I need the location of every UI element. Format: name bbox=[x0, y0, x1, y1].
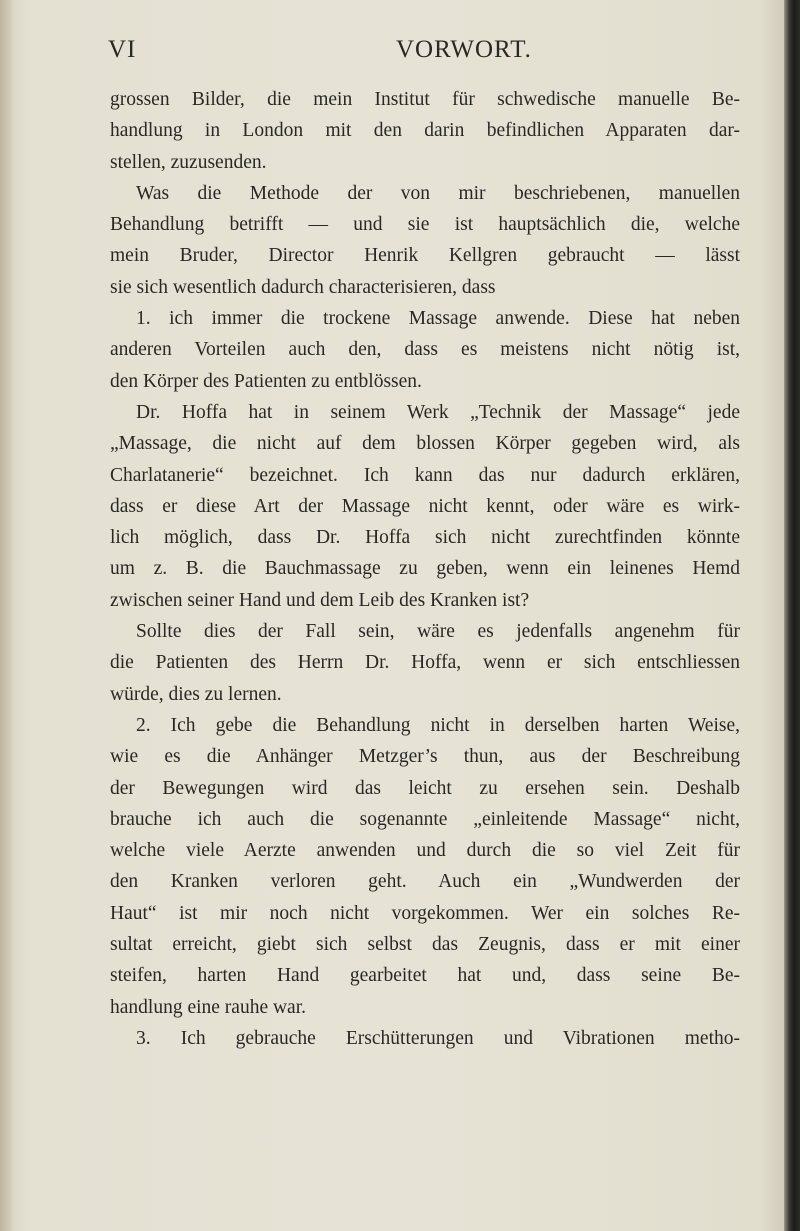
text-line: mein Bruder, Director Henrik Kellgren gebraucht — lässt bbox=[110, 245, 740, 267]
page-gutter-shadow bbox=[0, 0, 14, 1231]
text-line: zwischen seiner Hand und dem Leib des Kranken ist? bbox=[110, 589, 530, 611]
text-line: grossen Bilder, die mein Institut für schwedische manuelle Be- bbox=[110, 89, 740, 110]
text-line: „Massage, die nicht auf dem blossen Körper gegeben wird, als bbox=[110, 433, 740, 455]
text-line: stellen, zuzusenden. bbox=[110, 151, 267, 173]
text-line: Dr. Hoffa hat in seinem Werk „Technik der Massage“ jede bbox=[136, 401, 740, 423]
text-line: um z. B. die Bauchmassage zu geben, wenn ein leinenes Hemd bbox=[110, 558, 740, 580]
text-line: Charlatanerie“ bezeichnet. Ich kann das nur dadurch erklären, bbox=[110, 464, 740, 486]
text-line: lich möglich, dass Dr. Hoffa sich nicht zurechtfinden könnte bbox=[110, 527, 740, 549]
text-line: handlung eine rauhe war. bbox=[110, 996, 307, 1018]
text-line: dass er diese Art der Massage nicht kennt, oder wäre es wirk- bbox=[110, 495, 740, 517]
text-line: den Kranken verloren geht. Auch ein „Wundwerden der bbox=[110, 871, 740, 893]
text-line: Haut“ ist mir noch nicht vorgekommen. Wer ein solches Re- bbox=[110, 902, 740, 924]
text-line: den Körper des Patienten zu entblössen. bbox=[110, 370, 422, 392]
book-spine-edge bbox=[784, 0, 800, 1231]
text-line: sultat erreicht, giebt sich selbst das Zeugnis, dass er mit einer bbox=[110, 934, 740, 956]
text-line: 1. ich immer die trockene Massage anwende. Diese hat neben bbox=[136, 308, 740, 330]
text-line: würde, dies zu lernen. bbox=[110, 683, 282, 705]
page-header bbox=[108, 36, 728, 76]
text-line: 2. Ich gebe die Behandlung nicht in derselben harten Weise, bbox=[136, 714, 740, 736]
running-title: VORWORT. bbox=[396, 36, 532, 63]
text-line: steifen, harten Hand gearbeitet hat und, dass seine Be- bbox=[110, 965, 740, 987]
text-line: brauche ich auch die sogenannte „einleitende Massage“ nicht, bbox=[110, 808, 740, 830]
text-line: handlung in London mit den darin befindlichen Apparaten dar- bbox=[110, 120, 740, 142]
text-line: Behandlung betrifft — und sie ist hauptsächlich die, welche bbox=[110, 214, 740, 236]
text-line: Was die Methode der von mir beschriebenen, manuellen bbox=[136, 182, 740, 204]
page-number: VI bbox=[108, 36, 137, 63]
text-line: sie sich wesentlich dadurch characterisieren, dass bbox=[110, 276, 496, 298]
text-line: welche viele Aerzte anwenden und durch die so viel Zeit für bbox=[110, 840, 740, 862]
text-line: anderen Vorteilen auch den, dass es meistens nicht nötig ist, bbox=[110, 339, 740, 361]
body-text bbox=[110, 84, 740, 1054]
text-line: Sollte dies der Fall sein, wäre es jedenfalls angenehm für bbox=[136, 621, 740, 643]
text-line: die Patienten des Herrn Dr. Hoffa, wenn er sich entschliessen bbox=[110, 652, 740, 674]
text-line: wie es die Anhänger Metzger’s thun, aus der Beschreibung bbox=[110, 746, 740, 768]
text-line: 3. Ich gebrauche Erschütterungen und Vibrationen metho- bbox=[136, 1027, 740, 1049]
text-line: der Bewegungen wird das leicht zu ersehen sein. Deshalb bbox=[110, 777, 740, 799]
